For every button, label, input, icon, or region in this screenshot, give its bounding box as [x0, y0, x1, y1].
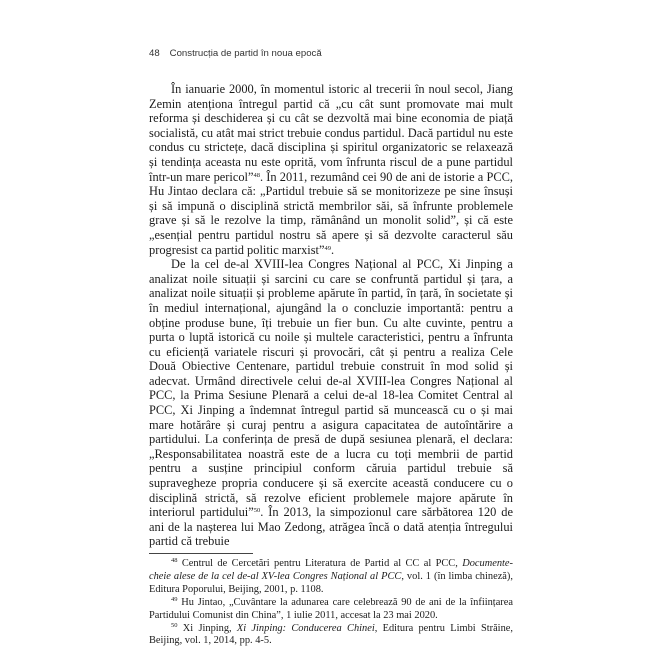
footnote-title: Xi Jinping: Conducerea Chinei: [236, 622, 375, 634]
page-number: 48: [149, 48, 160, 59]
footnote-separator: [149, 553, 253, 554]
footnote-text: Hu Jintao, „Cuvântare la adunarea care celebrează 90 de ani de la înființarea Partidului Comunist din China”, 1 iulie 2011, accesat la 23 mai 2020.: [149, 596, 513, 621]
footnote-48: [149, 558, 513, 597]
footnote-title: Documente-cheie alese de la cel de-al XV-lea Congres Național al PCC: [149, 558, 513, 582]
paragraph-1-text-b: . În 2011, rezumând cei 90 de ani de istorie a PCC, Hu Jintao declara că: „Partidul trebuie să se monitorizeze pe sine însuși și să impună o disciplină strictă membrilor săi, să înfrunte problemele grave și să le rezolve la timp, rămânând un monolit solid”, și că este „esențial pentru partidul nostru să apere și să dezvolte caracterul său progresist ca partid politic marxist”: [149, 169, 513, 257]
footnote-ref-49: 49: [324, 244, 331, 252]
footnote-number: 49: [171, 595, 178, 603]
paragraph-2-text-b: . În 2013, la simpozionul care sărbătorea 120 de ani de la nașterea lui Mao Zedong, atrăgea încă o dată atenția întregului partid că trebuie: [149, 505, 513, 549]
paragraph-2: [149, 257, 513, 549]
footnote-text: , vol. 1 (în limba chineză), Editura Poporului, Beijing, 2001, p. 1108.: [149, 570, 513, 595]
footnote-50: [149, 623, 513, 649]
footnote-49: [149, 597, 513, 623]
footnote-text: , Editura pentru Limbi Străine, Beijing, vol. 1, 2014, pp. 4-5.: [149, 622, 513, 647]
footnote-text: Xi Jinping,: [182, 622, 237, 634]
running-header: [149, 48, 529, 59]
footnote-text: Centrul de Cercetări pentru Literatura de Partid al CC al PCC,: [181, 558, 463, 569]
footnotes: [149, 558, 513, 648]
main-text: [149, 82, 513, 648]
paragraph-2-text-a: De la cel de-al XVIII-lea Congres Național al PCC, Xi Jinping a analizat noile situații și sarcini cu care se confruntă partidul și țara, a analizat noile situații și probleme apărute în partid, în țară, în societate și în mediul internațional, ajungând la o concluzie importantă: pentru a obține produse bune, îți trebuie un fier bun. Cu alte cuvinte, pentru a purta o luptă istorică cu noile și multele caracteristici, pentru a înfrunta cu eficiență variatele riscuri și provocări, cât și pentru a realiza Cele Două Obiective Centenare, partidul trebuie construit în mod solid și adecvat. Urmând directivele celui de-al XVIII-lea Congres Național al PCC, la Prima Sesiune Plenară a celui de-al 18-lea Comitet Central al PCC, Xi Jinping a îndemnat întregul partid să muncească cu o și mai mare hotărâre și curaj pentru a asigura capacitatea de autoîntărire a partidului. La conferința de presă de după sesiunea plenară, el declara: „Responsabilitatea noastră este de a lucra cu toți membrii de partid pentru a susține principiul conform căruia partidul trebuie să supravegheze propria conducere și să exercite această conducere cu o disciplină strictă, să rezolve eficient problemele majore apărute în interiorul partidului”: [149, 257, 513, 520]
running-title: Construcția de partid în noua epocă: [169, 48, 322, 59]
footnote-number: 50: [171, 621, 178, 629]
paragraph-1: [149, 82, 513, 257]
footnote-ref-50: 50: [253, 507, 261, 515]
footnote-number: 48: [171, 557, 178, 564]
paragraph-1-text-a: În ianuarie 2000, în momentul istoric al trecerii în noul secol, Jiang Zemin atenționa întregul partid că „cu cât sunt promovate mai mult reforma și deschiderea și cu cât se dezvoltă mai bine economia de piață socialistă, cu atât mai strict trebuie condus partidul. Dacă partidul nu este condus cu strictețe, dacă disciplina și spiritul organizatoric se relaxează și tendința aceasta nu este oprită, vom înfrunta riscul de a pune partidul într-un mare pericol”: [149, 82, 513, 184]
paragraph-1-text-c: .: [330, 242, 335, 257]
footnote-ref-48: 48: [253, 171, 260, 179]
